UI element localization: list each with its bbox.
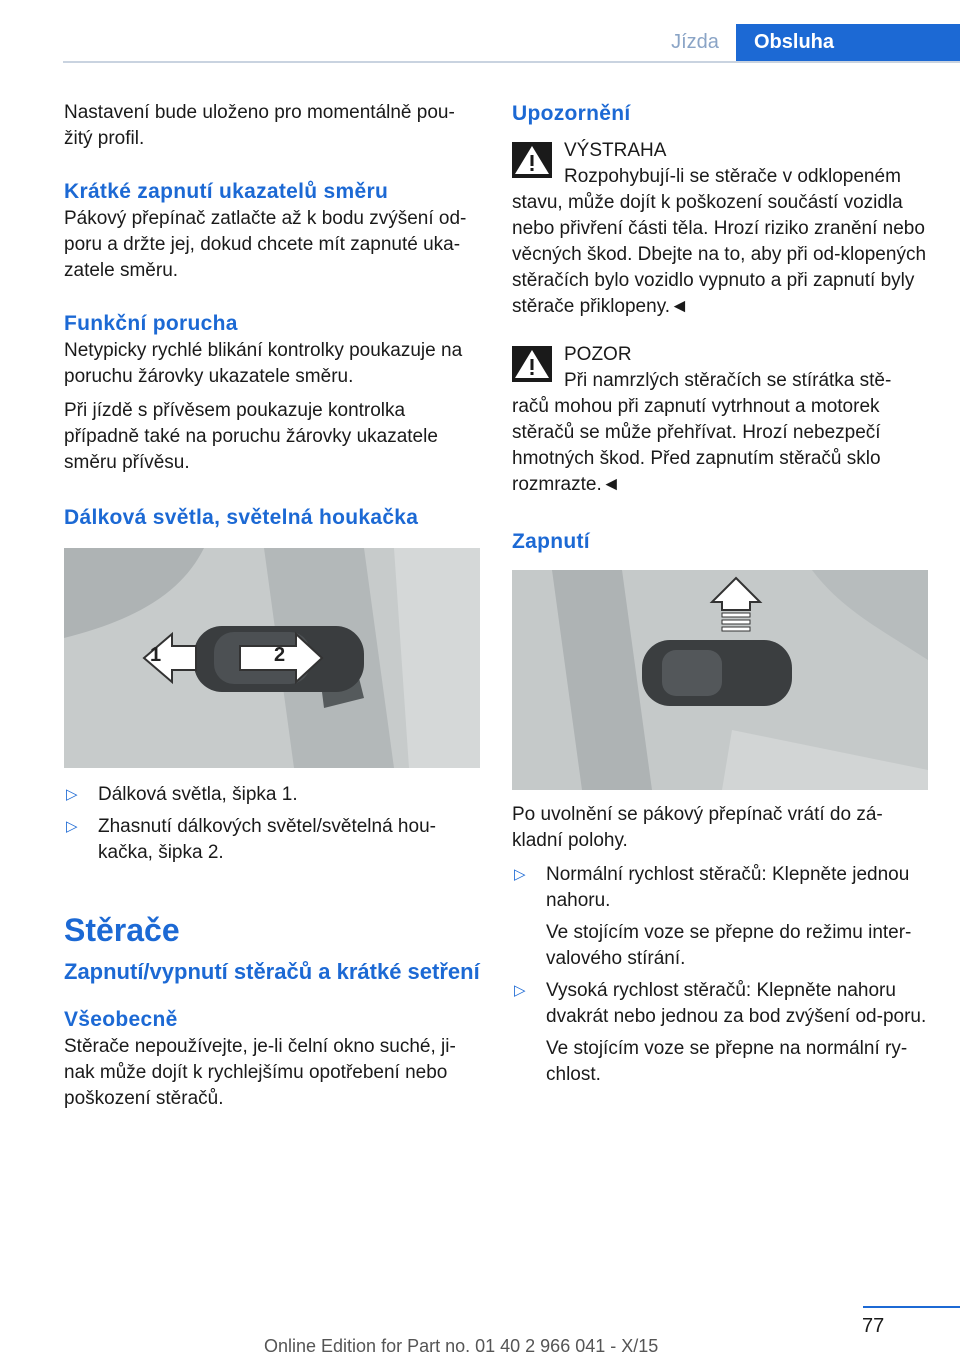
heading-upozorneni: Upozornění [512, 102, 631, 125]
edition-footer: Online Edition for Part no. 01 40 2 966 041 - X/15 [264, 1336, 659, 1356]
tab-jizda[interactable]: Jízda [671, 31, 719, 53]
list-item: ▷ Dálková světla, šipka 1. [64, 782, 480, 808]
list-item: ▷ Normální rychlost stěračů: Klepněte jednou nahoru. Ve stojícím voze se přepne do režimu inter‐valového stírání. [514, 864, 912, 969]
left-column [64, 100, 480, 1112]
header-rule [63, 61, 960, 63]
footer-rule [863, 1306, 960, 1308]
warning-title-vystraha: VÝSTRAHA [564, 140, 667, 161]
list-item: ▷ Vysoká rychlost stěračů: Klepněte nahoru dvakrát nebo jednou za bod zvýšení od‐poru. Ve stojícím voze se přepne na normální ry‐chlost. [514, 980, 927, 1085]
wiper-lever-illustration [512, 570, 928, 790]
warning-triangle-icon [512, 142, 552, 178]
triangle-right-outline-icon: ▷ [66, 786, 78, 803]
high-beam-lever-illustration [64, 548, 480, 768]
paragraph-vseobecne: Stěrače nepoužívejte, je-li čelní okno suché, ji‐nak může dojít k rychlejšímu opotřebení nebo poškození stěračů. [64, 1036, 456, 1109]
arrow-label-2: 2 [274, 644, 286, 666]
paragraph-intro: Nastavení bude uloženo pro momentálně pou‐žitý profil. [64, 102, 455, 149]
warning-box-pozor [512, 342, 928, 368]
triangle-right-outline-icon: ▷ [66, 818, 78, 835]
paragraph-kratke: Pákový přepínač zatlačte až k bodu zvýšení od‐poru a držte jej, dokud chcete mít zapnuté uka‐zatele směru. [64, 208, 467, 281]
paragraph-uvolneni: Po uvolnění se pákový přepínač vrátí do zá‐kladní polohy. [512, 804, 883, 851]
heading-kratke-zapnuti: Krátké zapnutí ukazatelů směru [64, 180, 389, 203]
heading-zapnuti: Zapnutí [512, 530, 590, 553]
tab-obsluha[interactable]: Obsluha [736, 24, 960, 61]
high-beam-lever-photo [64, 548, 480, 768]
list-item: ▷ Zhasnutí dálkových světel/světelná hou‐kačka, šipka 2. [66, 816, 436, 863]
wiper-lever-photo [512, 570, 928, 790]
paragraph-porucha-1: Netypicky rychlé blikání kontrolky poukazuje na poruchu žárovky ukazatele směru. [64, 340, 463, 387]
arrow-label-1: 1 [150, 644, 162, 666]
warning-triangle-icon [512, 346, 552, 382]
heading-zapnuti-vypnuti-sterace: Zapnutí/vypnutí stěračů a krátké setření [64, 959, 480, 984]
high-beam-list [64, 782, 480, 866]
heading-sterace: Stěrače [64, 912, 180, 948]
warning-box-vystraha [512, 138, 928, 164]
triangle-right-outline-icon: ▷ [514, 982, 526, 999]
right-column [512, 100, 928, 1088]
warning-title-pozor: POZOR [564, 344, 632, 365]
page-number: 77 [862, 1315, 885, 1337]
page-header [0, 24, 960, 62]
heading-vseobecne: Všeobecně [64, 1008, 178, 1031]
triangle-right-outline-icon: ▷ [514, 866, 526, 883]
heading-dalkova-svetla: Dálková světla, světelná houkačka [64, 506, 419, 529]
heading-funkcni-porucha: Funkční porucha [64, 312, 238, 335]
paragraph-porucha-2: Při jízdě s přívěsem poukazuje kontrolka případně také na poruchu žárovky ukazatele směru přívěsu. [64, 400, 438, 473]
warning-text-vystraha: Rozpohybují-li se stěrače v odklopeném stavu, může dojít k poškození součástí vozidla nebo přivření části těla. Hrozí riziko zranění nebo věcných škod. Dbejte na to, aby při od‐klopených stěračích bylo vozidlo vypnuto a při zapnutí byly stěrače přiklopeny.◄ [512, 166, 927, 317]
wiper-speed-list [512, 862, 928, 1088]
warning-text-pozor: Při namrzlých stěračích se stírátka stě‐račů mohou při zapnutí vytrhnout a motorek stěračů se může přehřívat. Hrozí nebezpečí hmotných škod. Před zapnutím stěračů sklo rozmrazte.◄ [512, 370, 892, 495]
